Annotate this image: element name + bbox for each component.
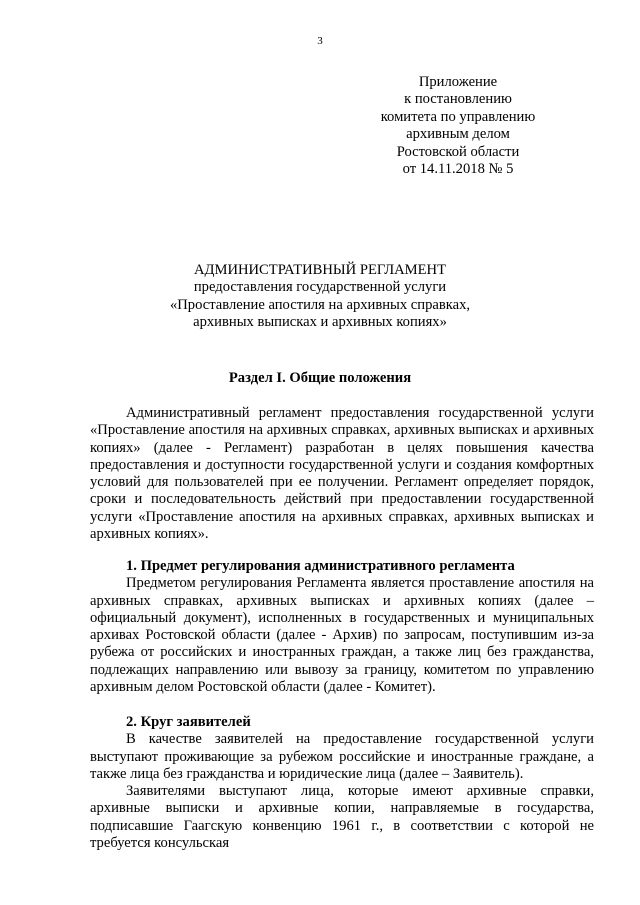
subsection-paragraph: Заявителями выступают лица, которые имеют архивные справки, архивные выписки и архивные копии, направляемые в государства, подписавшие Гаагскую конвенцию 1961 г., в соответствии с которой не требуется консульская <box>90 783 594 852</box>
section-heading: Раздел I. Общие положения <box>228 370 412 386</box>
title-line: предоставления государственной услуги <box>193 279 447 296</box>
title-line: архивных выписках и архивных копиях» <box>193 314 447 331</box>
appendix-line: Приложение <box>418 74 498 90</box>
document-title <box>80 262 560 332</box>
appendix-line: от 14.11.2018 № 5 <box>402 161 514 178</box>
title-main: АДМИНИСТРАТИВНЫЙ РЕГЛАМЕНТ <box>193 262 447 278</box>
appendix-header <box>348 74 568 178</box>
subsection-paragraph: Предметом регулирования Регламента является проставление апостиля на архивных справках, архивных выписках и архивных копиях (далее – официальный документ), исполненных в государственных и муниципальных архивах Ростовской области (далее - Архив) по запросам, поступившим из-за рубежа от российских и иностранных граждан, а также лиц без гражданства, подлежащих направлению или вывозу за границу, комитетом по управлению архивным делом Ростовской области (далее - Комитет). <box>90 575 594 696</box>
subsection-subject <box>90 558 594 696</box>
appendix-line: комитета по управлению <box>380 108 536 125</box>
subsection-applicants <box>90 714 594 852</box>
appendix-line: к постановлению <box>404 91 512 108</box>
title-line: «Проставление апостиля на архивных справках, <box>169 296 471 313</box>
intro-paragraph: Административный регламент предоставления государственной услуги «Проставление апостиля на архивных справках, архивных выписках и архивных копиях» (далее - Регламент) разработан в целях повышения качества предоставления и доступности государственной услуги и создания комфортных условий для пользователей при ее получении. Регламент определяет порядок, сроки и последовательность действий при предоставлении государственной услуги «Проставление апостиля на архивных справках, архивных выписках и архивных копиях». <box>90 405 594 543</box>
page-number: 3 <box>317 35 323 47</box>
intro-block <box>90 405 594 543</box>
appendix-line: архивным делом <box>406 126 510 143</box>
subsection-paragraph: В качестве заявителей на предоставление государственной услуги выступают проживающие за рубежом российские и иностранные граждане, а также лица без гражданства и юридические лица (далее – Заявитель). <box>90 731 594 782</box>
appendix-line: Ростовской области <box>396 143 520 160</box>
subsection-heading: 2. Круг заявителей <box>126 714 251 730</box>
subsection-heading: 1. Предмет регулирования административного регламента <box>126 558 515 574</box>
